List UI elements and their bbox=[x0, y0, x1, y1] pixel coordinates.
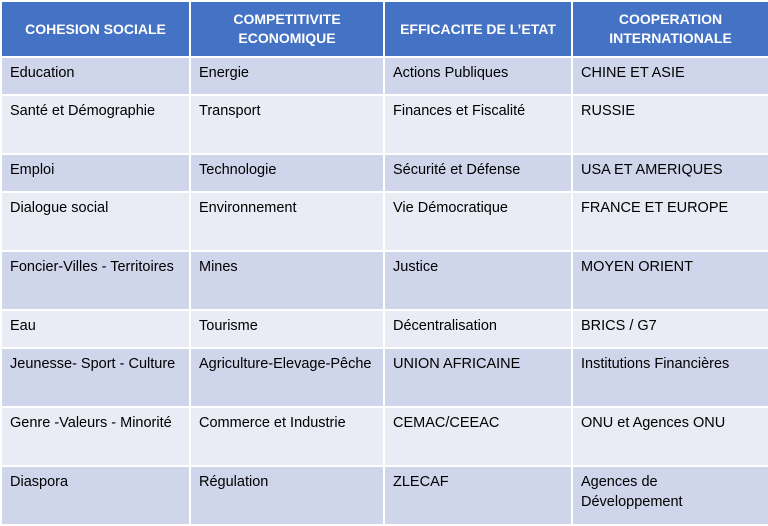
table-cell: Commerce et Industrie bbox=[190, 407, 384, 466]
table-cell: FRANCE ET EUROPE bbox=[572, 192, 768, 251]
table-row bbox=[1, 407, 768, 466]
table-cell: ZLECAF bbox=[384, 466, 572, 525]
table-cell: Décentralisation bbox=[384, 310, 572, 348]
table-cell: CHINE ET ASIE bbox=[572, 57, 768, 95]
table-cell: MOYEN ORIENT bbox=[572, 251, 768, 310]
header-cooperation-internationale: COOPERATION INTERNATIONALE bbox=[572, 1, 768, 57]
header-row bbox=[1, 1, 768, 57]
table-row bbox=[1, 154, 768, 192]
header-competitivite-economique: COMPETITIVITE ECONOMIQUE bbox=[190, 1, 384, 57]
table-cell: Environnement bbox=[190, 192, 384, 251]
table-cell: Justice bbox=[384, 251, 572, 310]
table-row bbox=[1, 251, 768, 310]
table-cell: Jeunesse- Sport - Culture bbox=[1, 348, 190, 407]
table-cell: USA ET AMERIQUES bbox=[572, 154, 768, 192]
header-cohesion-sociale: COHESION SOCIALE bbox=[1, 1, 190, 57]
table-cell: Diaspora bbox=[1, 466, 190, 525]
table-row bbox=[1, 466, 768, 525]
table-cell: Agences de Développement bbox=[572, 466, 768, 525]
table-cell: Dialogue social bbox=[1, 192, 190, 251]
table-cell: Mines bbox=[190, 251, 384, 310]
table-row bbox=[1, 310, 768, 348]
table-row bbox=[1, 348, 768, 407]
table-cell: Actions Publiques bbox=[384, 57, 572, 95]
table-cell: Santé et Démographie bbox=[1, 95, 190, 154]
table-cell: Genre -Valeurs - Minorité bbox=[1, 407, 190, 466]
table-cell: Energie bbox=[190, 57, 384, 95]
table-cell: Finances et Fiscalité bbox=[384, 95, 572, 154]
table-cell: Technologie bbox=[190, 154, 384, 192]
header-efficacite-etat: EFFICACITE DE L’ETAT bbox=[384, 1, 572, 57]
table-row bbox=[1, 192, 768, 251]
table-cell: Eau bbox=[1, 310, 190, 348]
table-cell: Vie Démocratique bbox=[384, 192, 572, 251]
table-cell: Agriculture-Elevage-Pêche bbox=[190, 348, 384, 407]
table-cell: UNION AFRICAINE bbox=[384, 348, 572, 407]
table-row bbox=[1, 57, 768, 95]
table-cell: Institutions Financières bbox=[572, 348, 768, 407]
table-cell: BRICS / G7 bbox=[572, 310, 768, 348]
table-cell: Régulation bbox=[190, 466, 384, 525]
table-cell: Sécurité et Défense bbox=[384, 154, 572, 192]
table-cell: Tourisme bbox=[190, 310, 384, 348]
table-cell: Education bbox=[1, 57, 190, 95]
table-cell: Transport bbox=[190, 95, 384, 154]
table-cell: Emploi bbox=[1, 154, 190, 192]
table-row bbox=[1, 95, 768, 154]
table-cell: ONU et Agences ONU bbox=[572, 407, 768, 466]
table-cell: CEMAC/CEEAC bbox=[384, 407, 572, 466]
table-cell: RUSSIE bbox=[572, 95, 768, 154]
table-cell: Foncier-Villes - Territoires bbox=[1, 251, 190, 310]
